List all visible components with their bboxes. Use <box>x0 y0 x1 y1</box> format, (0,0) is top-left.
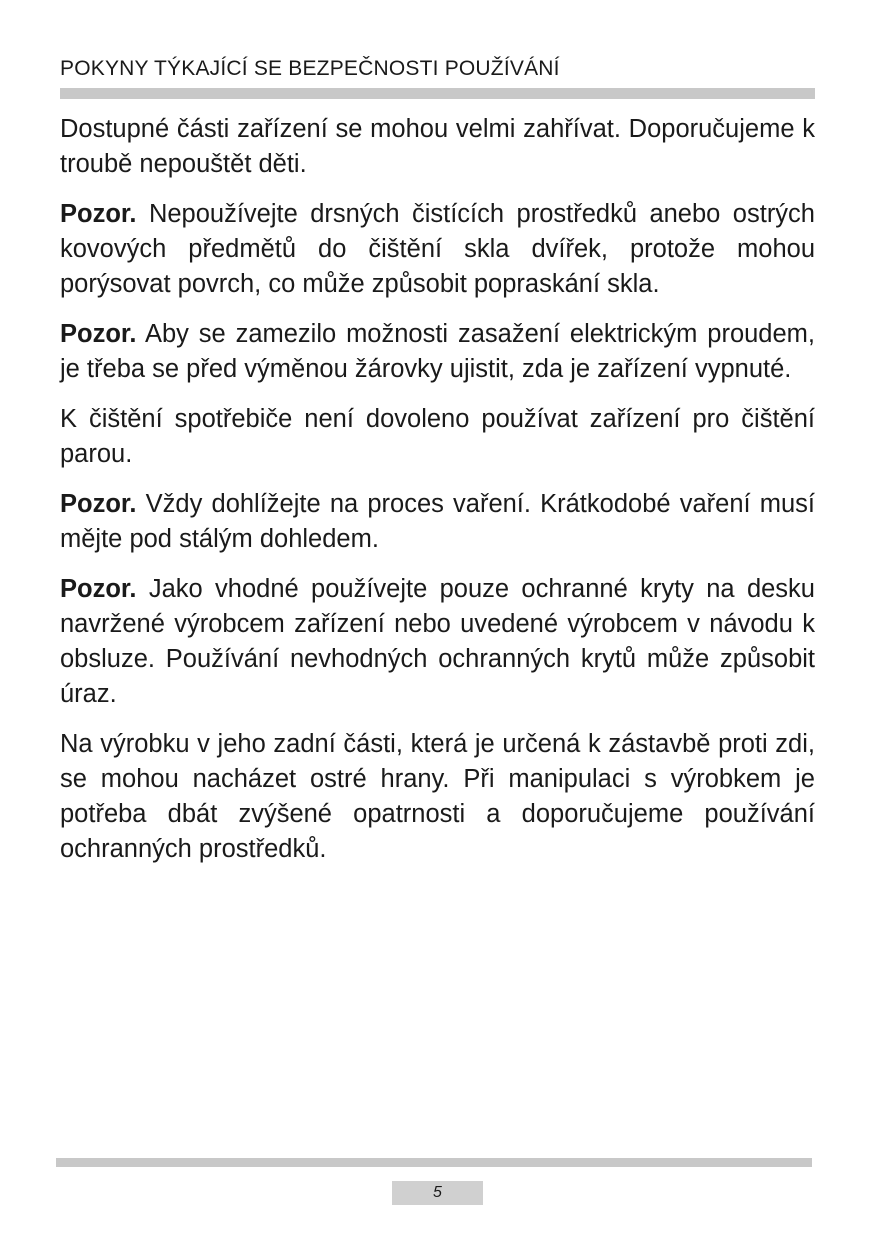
paragraph-text: Jako vhodné používejte pouze ochranné kryty na desku navržené výrobcem zařízení nebo uvedené výrobcem v návodu k obsluze. Používání nevhodných ochranných krytů může způsobit úraz. <box>60 575 815 708</box>
paragraph <box>60 487 815 557</box>
safety-instructions <box>60 112 815 882</box>
paragraph <box>60 402 815 472</box>
page-number: 5 <box>392 1181 483 1205</box>
paragraph <box>60 572 815 712</box>
paragraph-text: K čištění spotřebiče není dovoleno používat zařízení pro čištění parou. <box>60 405 815 468</box>
paragraph <box>60 727 815 867</box>
paragraph-text: Dostupné části zařízení se mohou velmi zahřívat. Doporučujeme k troubě nepouštět děti. <box>60 115 815 178</box>
paragraph-text: Nepoužívejte drsných čistících prostředků anebo ostrých kovových předmětů do čištění skla dvířek, protože mohou porýsovat povrch, co může způsobit popraskání skla. <box>60 200 815 298</box>
paragraph-lead: Pozor. <box>60 490 137 518</box>
page-header <box>60 56 815 82</box>
paragraph <box>60 317 815 387</box>
paragraph-lead: Pozor. <box>60 320 137 348</box>
page-title: POKYNY TÝKAJÍCÍ SE BEZPEČNOSTI POUŽÍVÁNÍ <box>60 57 560 80</box>
header-divider <box>60 88 815 99</box>
paragraph-lead: Pozor. <box>60 575 137 603</box>
paragraph-text: Na výrobku v jeho zadní části, která je určená k zástavbě proti zdi, se mohou nacházet ostré hrany. Při manipulaci s výrobkem je potřeba dbát zvýšené opatrnosti a doporučujeme používání ochranných prostředků. <box>60 730 815 863</box>
footer-divider <box>56 1158 812 1167</box>
paragraph-text: Aby se zamezilo možnosti zasažení elektrickým proudem, je třeba se před výměnou žárovky ujistit, zda je zařízení vypnuté. <box>60 320 815 383</box>
paragraph-text: Vždy dohlížejte na proces vaření. Krátkodobé vaření musí mějte pod stálým dohledem. <box>60 490 815 553</box>
paragraph <box>60 197 815 302</box>
paragraph-lead: Pozor. <box>60 200 137 228</box>
paragraph <box>60 112 815 182</box>
